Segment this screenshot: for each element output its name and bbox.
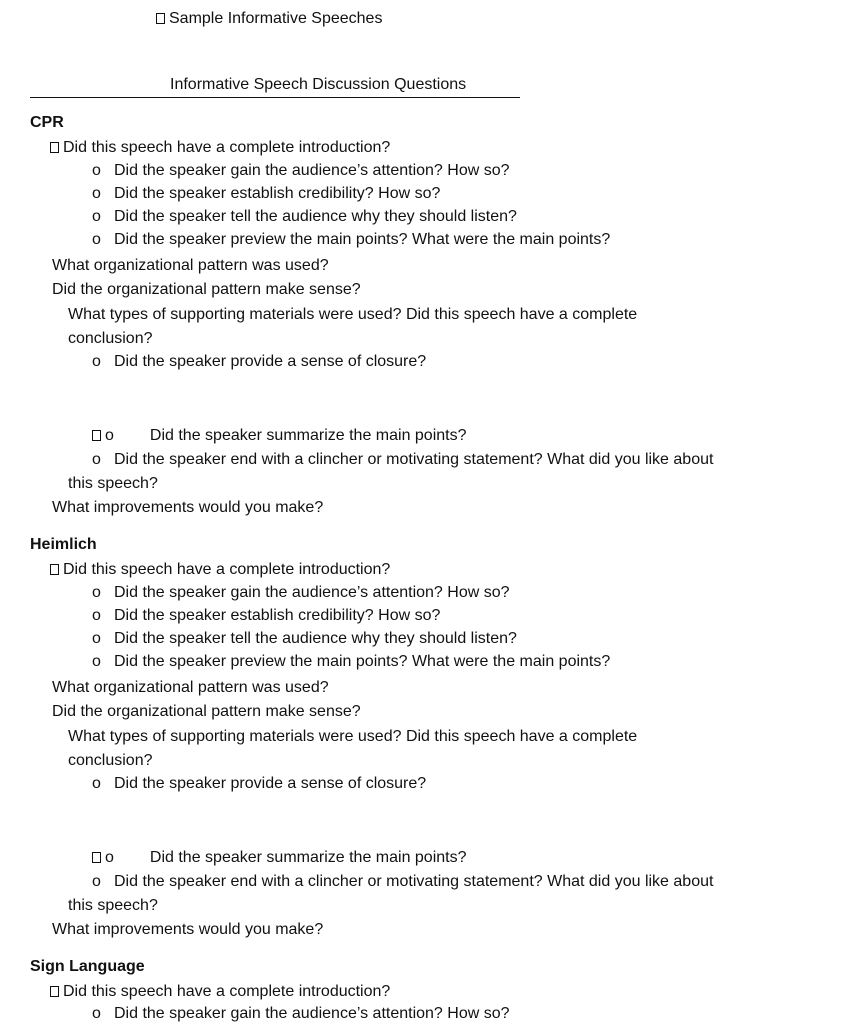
sub-question: o Did the speaker preview the main points? What were the main points?: [92, 231, 611, 248]
bullet-box-icon: [50, 564, 59, 575]
support-question: What types of supporting materials were used? Did this speech have a complete: [68, 728, 638, 745]
sub-question: o Did the speaker tell the audience why they should listen?: [92, 630, 517, 647]
section-heading: Heimlich: [30, 536, 97, 553]
title-divider: [30, 97, 520, 98]
bullet-box-icon: [92, 852, 101, 863]
org-sense-question: Did the organizational pattern make sense?: [52, 281, 361, 298]
sub-question: o Did the speaker gain the audience’s attention? How so?: [92, 162, 510, 179]
page-subtitle: Informative Speech Discussion Questions: [170, 76, 467, 93]
org-pattern-question: What organizational pattern was used?: [52, 679, 329, 696]
sub-question: o Did the speaker gain the audience’s attention? How so?: [92, 1005, 510, 1022]
improvements-question: What improvements would you make?: [52, 499, 324, 516]
support-question-cont: conclusion?: [68, 752, 153, 769]
sub-question: o Did the speaker tell the audience why they should listen?: [92, 208, 517, 225]
sub-question: o Did the speaker provide a sense of closure?: [92, 775, 427, 792]
section-heading: Sign Language: [30, 958, 145, 975]
sub-question: o Did the speaker gain the audience’s attention? How so?: [92, 584, 510, 601]
sub-question: o Did the speaker summarize the main points?: [92, 848, 467, 868]
sub-question: o Did the speaker provide a sense of closure?: [92, 353, 427, 370]
sub-question-cont: this speech?: [68, 475, 158, 492]
sub-question: o Did the speaker establish credibility? How so?: [92, 185, 441, 202]
sub-question: o Did the speaker end with a clincher or motivating statement? What did you like about: [92, 873, 714, 890]
intro-question: Did this speech have a complete introduction?: [50, 560, 390, 580]
support-question: What types of supporting materials were used? Did this speech have a complete: [68, 306, 638, 323]
support-question-cont: conclusion?: [68, 330, 153, 347]
sub-question: o Did the speaker end with a clincher or motivating statement? What did you like about: [92, 451, 714, 468]
bullet-box-icon: [92, 430, 101, 441]
sub-question: o Did the speaker summarize the main points?: [92, 426, 467, 446]
sub-question: o Did the speaker preview the main points? What were the main points?: [92, 653, 611, 670]
sub-question: o Did the speaker establish credibility? How so?: [92, 607, 441, 624]
sub-question-cont: this speech?: [68, 897, 158, 914]
missing-glyph-icon: [156, 13, 165, 24]
section-heading: CPR: [30, 114, 64, 131]
intro-question: Did this speech have a complete introduction?: [50, 982, 390, 1002]
intro-question: Did this speech have a complete introduction?: [50, 138, 390, 158]
bullet-box-icon: [50, 142, 59, 153]
document-title: Sample Informative Speeches: [156, 9, 382, 29]
bullet-box-icon: [50, 986, 59, 997]
org-sense-question: Did the organizational pattern make sense?: [52, 703, 361, 720]
improvements-question: What improvements would you make?: [52, 921, 324, 938]
org-pattern-question: What organizational pattern was used?: [52, 257, 329, 274]
